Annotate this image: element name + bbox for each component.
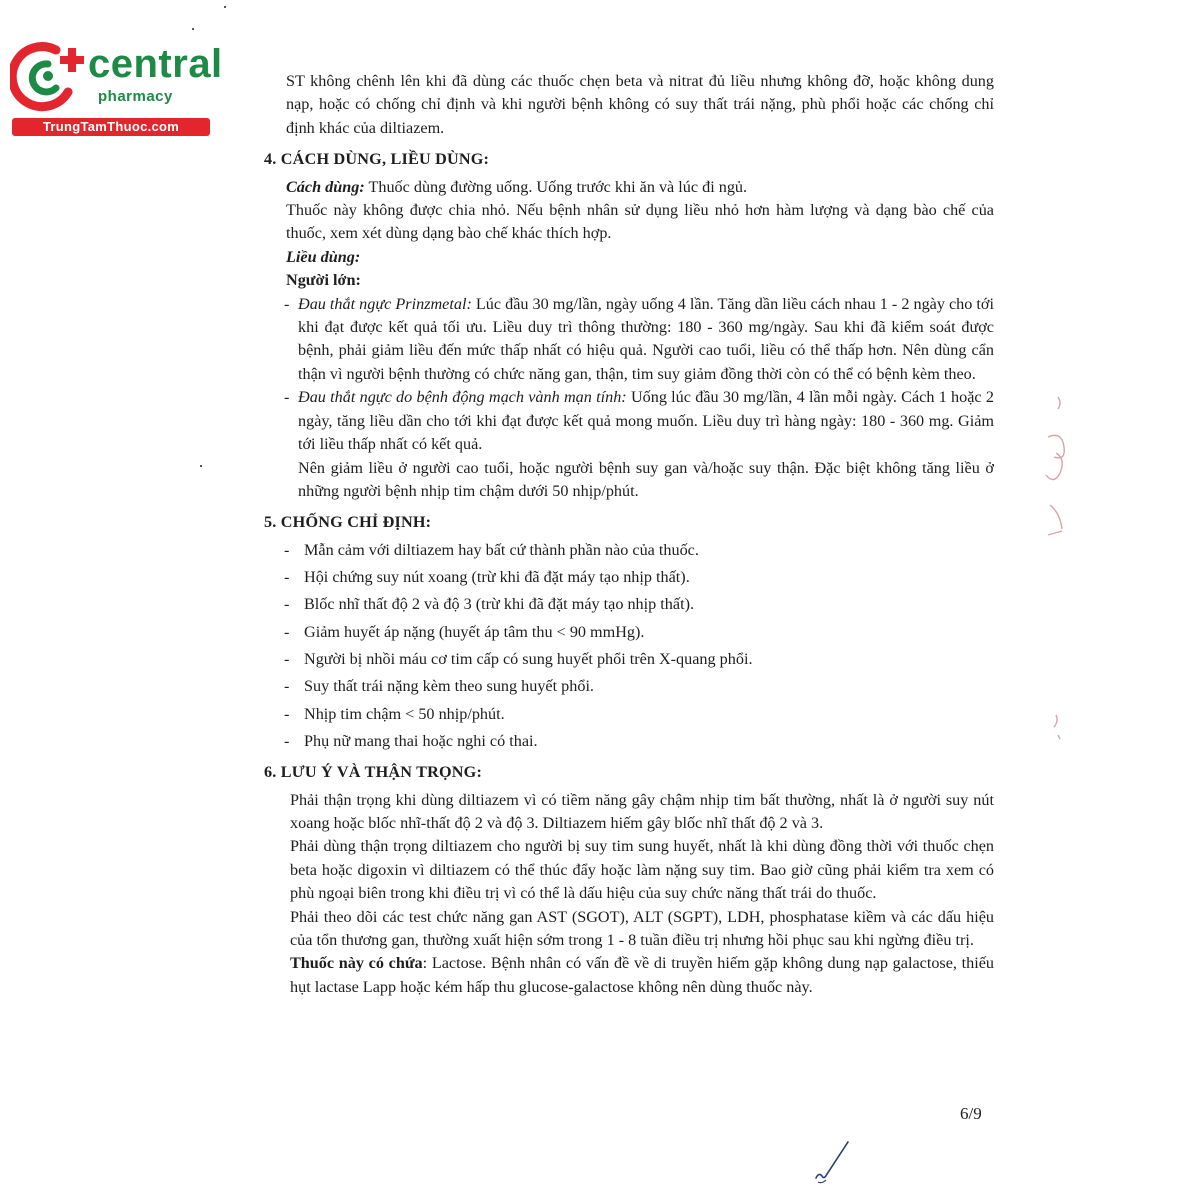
list-item: - Blốc nhĩ thất độ 2 và độ 3 (trừ khi đã đặt máy tạo nhịp thất).: [284, 595, 695, 614]
dose-item-label: Đau thắt ngực do bệnh động mạch vành mạn tính:: [298, 388, 627, 407]
scan-speck: [192, 28, 194, 30]
usage-paragraph: [264, 176, 994, 199]
dose-note: Nên giảm liều ở người cao tuổi, hoặc người bệnh suy gan và/hoặc suy thận. Đặc biệt không tăng liều ở những người bệnh nhịp tim chậm dưới 50 nhịp/phút.: [298, 458, 994, 500]
list-item: - Hội chứng suy nút xoang (trừ khi đã đặt máy tạo nhịp thất).: [284, 568, 690, 587]
dose-item-text: Uống lúc đầu 30 mg/lần, 4 lần mỗi ngày. Cách 1 hoặc 2 ngày, tăng liều dần cho tới khi đạt được kết quả mong muốn. Liều duy trì hàng ngày: 180 - 360 mg. Giảm tới liều thấp nhất có kết quả.: [298, 388, 994, 454]
page-number: 6/9: [960, 1104, 982, 1123]
intro-paragraph: ST không chênh lên khi đã dùng các thuốc chẹn beta và nitrat đủ liều nhưng không đỡ, hoặc không dung nạp, hoặc có chống chỉ định và khi người bệnh không có suy thất trái nặng, phù phổi hoặc các chống chỉ định khác của diltiazem.: [286, 72, 994, 137]
logo-cross-icon: [10, 40, 90, 112]
caution-paragraph: Phải thận trọng khi dùng diltiazem vì có tiềm năng gây chậm nhịp tim bất thường, nhất là ở người suy nút xoang hoặc blốc nhĩ-thất độ 2 và độ 3. Diltiazem hiếm gây blốc nhĩ thất độ 2 và 3.: [290, 790, 994, 833]
list-item: - Suy thất trái nặng kèm theo sung huyết phổi.: [284, 677, 594, 696]
list-item: - Phụ nữ mang thai hoặc nghi có thai.: [284, 731, 538, 750]
usage-label: Cách dùng:: [286, 177, 365, 196]
lactose-label: Thuốc này có chứa: [290, 954, 423, 973]
stamp-mark: [1036, 385, 1076, 745]
logo-url-banner: TrungTamThuoc.com: [12, 118, 210, 136]
section-5-heading: 5. CHỐNG CHỈ ĐỊNH:: [264, 513, 432, 532]
lactose-paragraph: [264, 952, 994, 999]
logo-sub-text: pharmacy: [98, 88, 173, 105]
scan-speck: [200, 465, 202, 467]
adult-label: Người lớn:: [286, 271, 361, 290]
signature-mark: [808, 1138, 858, 1188]
usage-text: Thuốc dùng đường uống. Uống trước khi ăn và lúc đi ngủ.: [364, 177, 748, 196]
usage-note: Thuốc này không được chia nhỏ. Nếu bệnh nhân sử dụng liều nhỏ hơn hàm lượng và dạng bào chế của thuốc, xem xét dùng dạng bào chế khác thích hợp.: [286, 201, 994, 243]
lactose-text: : Lactose. Bệnh nhân có vấn đề về di truyền hiếm gặp không dung nạp galactose, thiếu hụt lactase Lapp hoặc kém hấp thu glucose-galactose không nên dùng thuốc này.: [290, 954, 995, 996]
list-item: - Giảm huyết áp nặng (huyết áp tâm thu < 90 mmHg).: [284, 622, 645, 641]
contraindications-list: [264, 539, 994, 753]
caution-paragraph: Phải dùng thận trọng diltiazem cho người bị suy tim sung huyết, nhất là khi dùng đồng thời với thuốc chẹn beta hoặc digoxin vì diltiazem có thể thúc đẩy hoặc làm nặng suy tim. Bao giờ cũng phải kiểm tra xem có phù ngoại biên trong khi điều trị vì có thể là dấu hiệu của suy chức năng thất trái do thuốc.: [290, 837, 994, 903]
dose-item-text: Lúc đầu 30 mg/lần, ngày uống 4 lần. Tăng dần liều cách nhau 1 - 2 ngày cho tới khi đạt được kết quả tối ưu. Liều duy trì thông thường: 180 - 360 mg/ngày. Sau khi đã kiểm soát được bệnh, phải giảm liều đến mức thấp nhất có hiệu quả. Người cao tuổi, liều có thể thấp hơn. Nên dùng cẩn thận vì người bệnh thường có chức năng gan, thận, tim suy giảm đồng thời còn có thể có bệnh kèm theo.: [298, 294, 994, 383]
section-6-heading: 6. LƯU Ý VÀ THẬN TRỌNG:: [264, 763, 483, 782]
dose-item-coronary: - Đau thắt ngực do bệnh động mạch vành mạn tính: Uống lúc đầu 30 mg/lần, 4 lần mỗi ngày. Cách 1 hoặc 2 ngày, tăng liều dần cho tới khi đạt được kết quả mong muốn. Liều duy trì hàng ngày: 180 - 360 mg. Giảm tới liều thấp nhất có kết quả.: [284, 388, 994, 454]
caution-paragraph: Phải theo dõi các test chức năng gan AST (SGOT), ALT (SGPT), LDH, phosphatase kiềm và các dấu hiệu của tổn thương gan, thường xuất hiện sớm trong 1 - 8 tuần điều trị nhưng hồi phục sau khi ngừng điều trị.: [290, 907, 994, 950]
list-item: - Nhịp tim chậm < 50 nhịp/phút.: [284, 704, 505, 723]
document-body: [264, 70, 994, 999]
dose-item-prinzmetal: - Đau thắt ngực Prinzmetal: Lúc đầu 30 mg/lần, ngày uống 4 lần. Tăng dần liều cách nhau 1 - 2 ngày cho tới khi đạt được kết quả tối ưu. Liều duy trì thông thường: 180 - 360 mg/ngày. Sau khi đã kiểm soát được bệnh, phải giảm liều đến mức thấp nhất có hiệu quả. Người cao tuổi, liều có thể thấp hơn. Nên dùng cẩn thận vì người bệnh thường có chức năng gan, thận, tim suy giảm đồng thời còn có thể có bệnh kèm theo.: [284, 294, 994, 383]
central-pharmacy-logo: [10, 36, 223, 136]
dose-label: Liều dùng:: [286, 247, 361, 266]
logo-brand-text: central: [88, 42, 223, 86]
list-item: - Mẫn cảm với diltiazem hay bất cứ thành phần nào của thuốc.: [284, 540, 699, 559]
section-4-heading: 4. CÁCH DÙNG, LIỀU DÙNG:: [264, 150, 490, 169]
dose-item-label: Đau thắt ngực Prinzmetal:: [298, 294, 472, 313]
scan-speck: [224, 6, 226, 8]
list-item: - Người bị nhồi máu cơ tim cấp có sung huyết phổi trên X-quang phổi.: [284, 649, 753, 668]
